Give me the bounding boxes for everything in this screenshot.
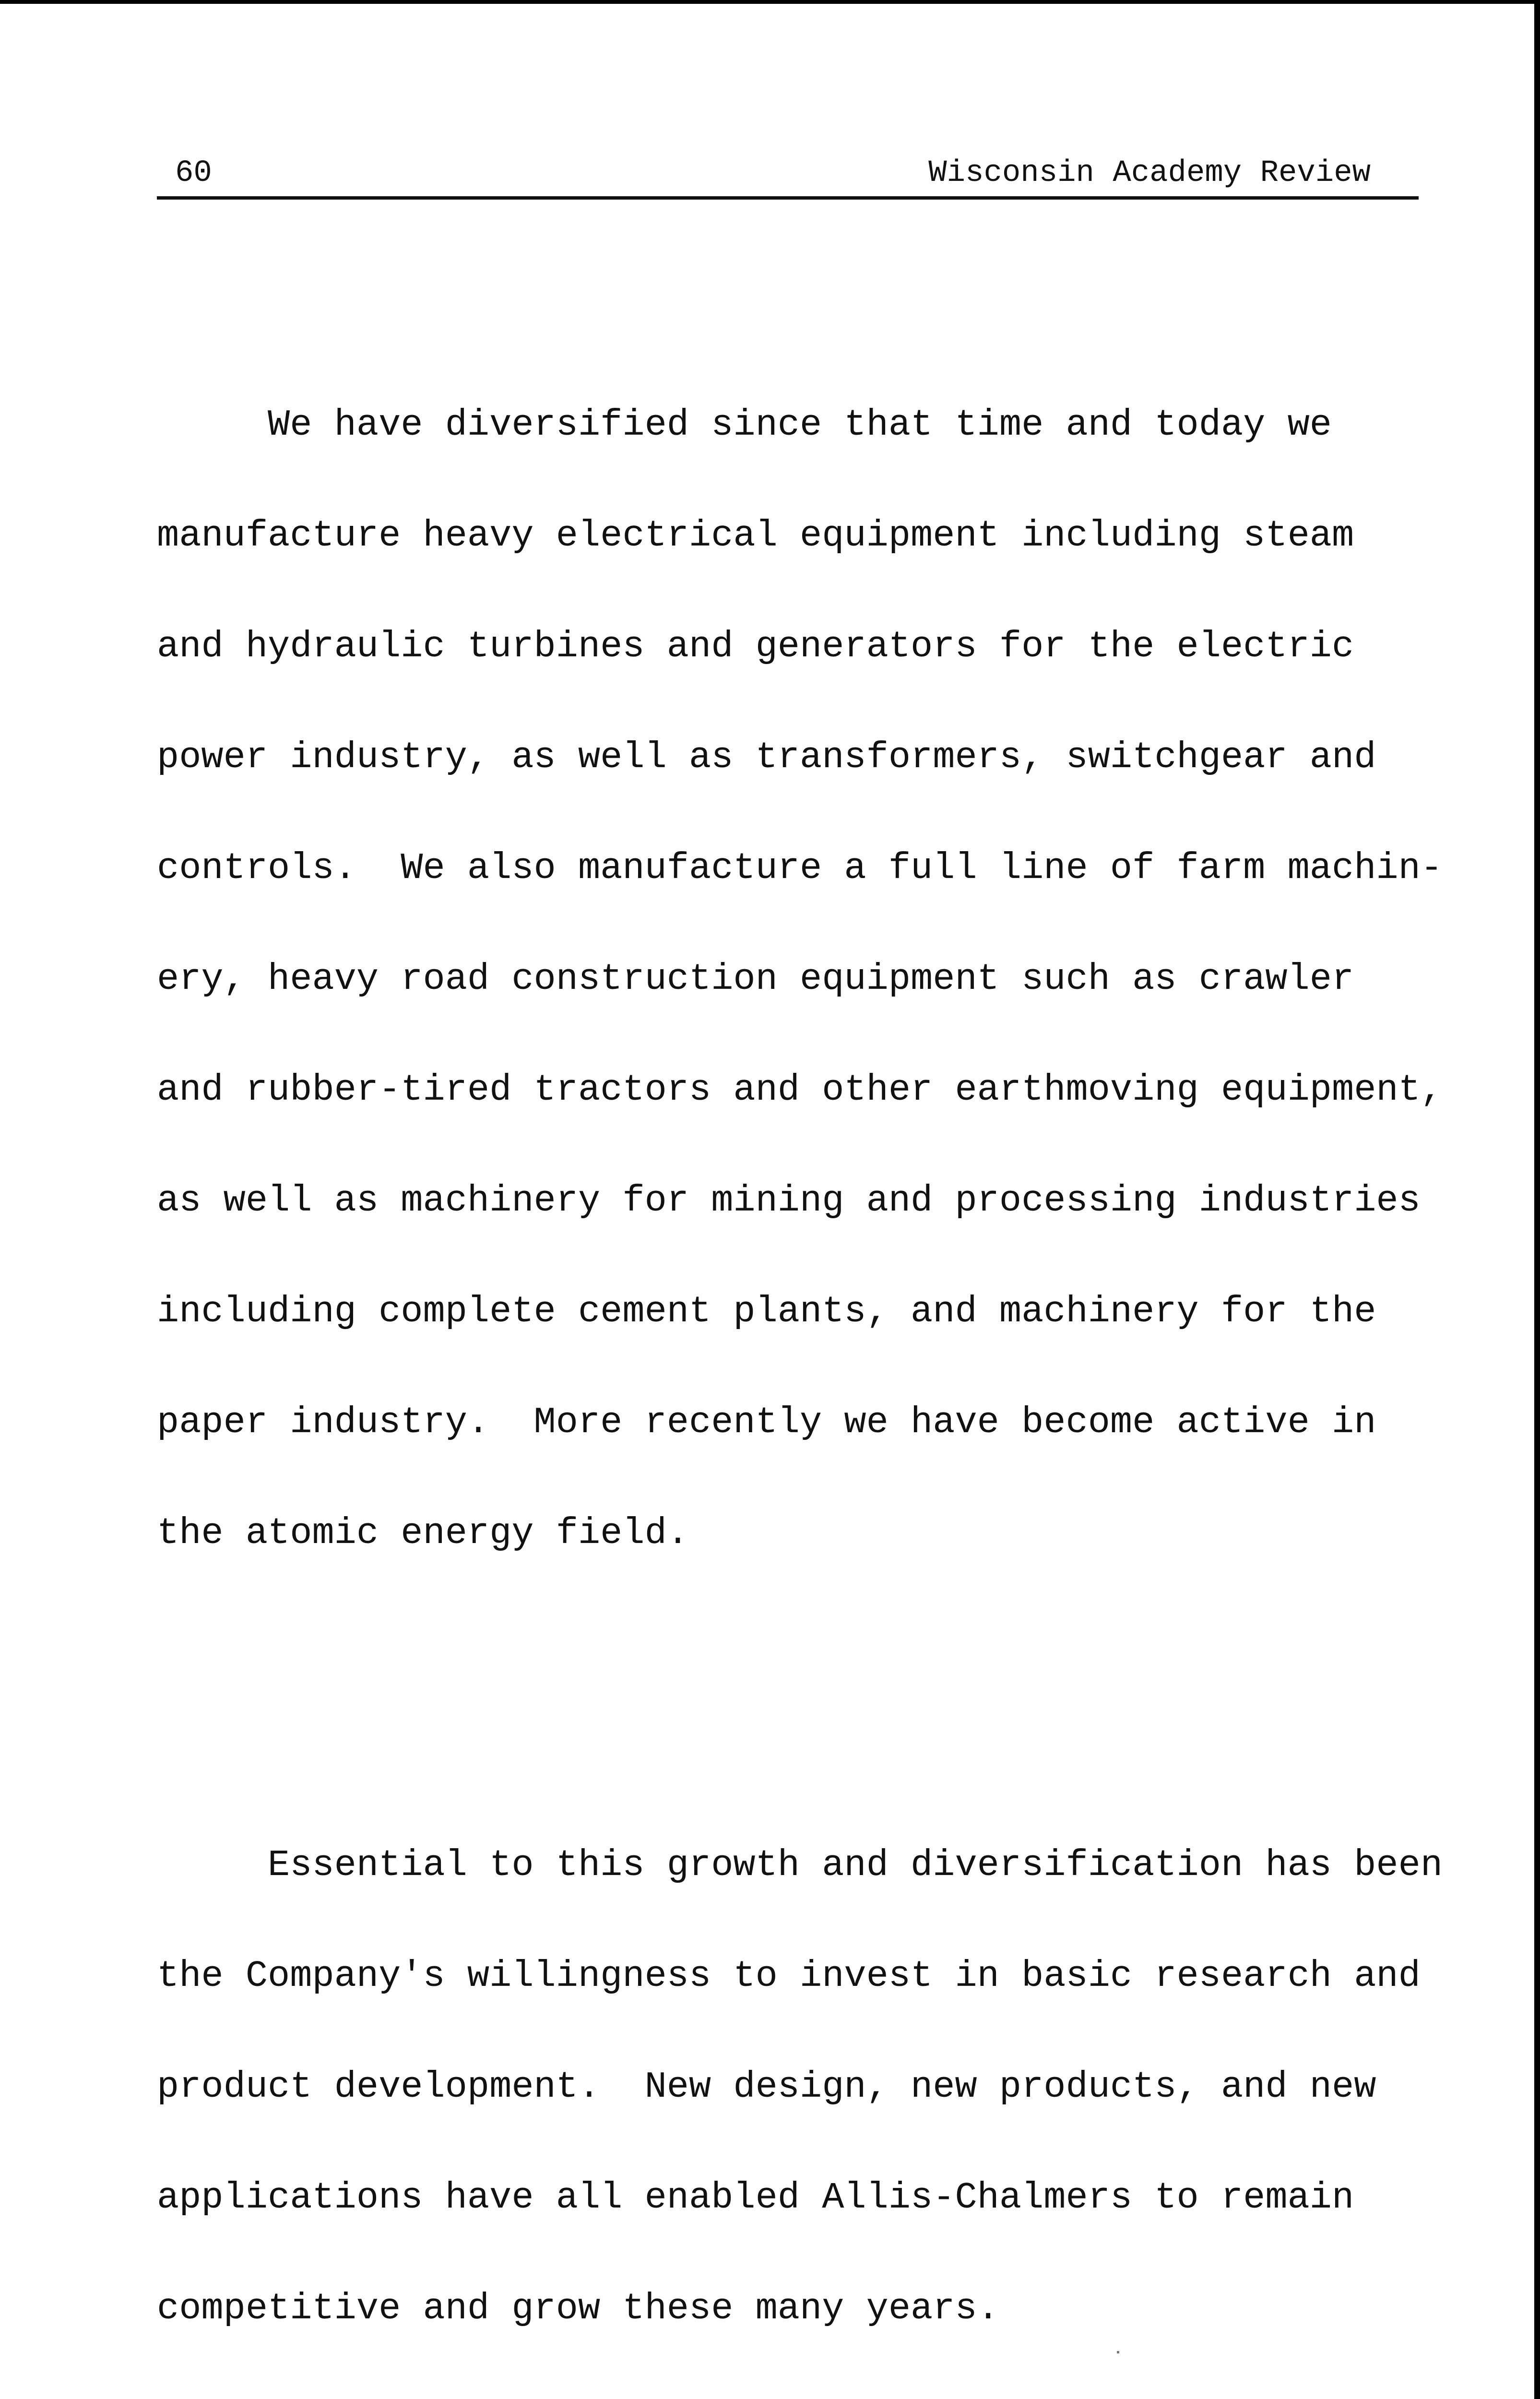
text-line: as well as machinery for mining and processing industries bbox=[157, 1180, 1421, 1222]
text-line: including complete cement plants, and machinery for the bbox=[157, 1291, 1376, 1333]
body-text bbox=[157, 222, 1467, 2399]
text-line: and hydraulic turbines and generators for the electric bbox=[157, 626, 1354, 668]
paragraph-research-investment bbox=[157, 1773, 1467, 2399]
text-line: paper industry. More recently we have become active in bbox=[157, 1402, 1376, 1444]
text-line: power industry, as well as transformers, switchgear and bbox=[157, 737, 1376, 779]
text-line: product development. New design, new products, and new bbox=[157, 2066, 1376, 2108]
paragraph-diversification bbox=[157, 333, 1467, 1626]
text-line: controls. We also manufacture a full line of farm machin- bbox=[157, 848, 1443, 890]
page-number: 60 bbox=[175, 156, 212, 190]
text-line: manufacture heavy electrical equipment including steam bbox=[157, 515, 1354, 557]
page-header bbox=[157, 150, 1419, 200]
text-line: the Company's willingness to invest in basic research and bbox=[157, 1956, 1421, 1997]
text-line: applications have all enabled Allis-Chalmers to remain bbox=[157, 2177, 1354, 2219]
text-line: ery, heavy road construction equipment such as crawler bbox=[157, 959, 1354, 1000]
scan-speck bbox=[1117, 2351, 1119, 2353]
text-line: competitive and grow these many years. bbox=[157, 2288, 999, 2330]
text-line: We have diversified since that time and today we bbox=[157, 404, 1332, 446]
text-line: and rubber-tired tractors and other earthmoving equipment, bbox=[157, 1069, 1443, 1111]
text-line: the atomic energy field. bbox=[157, 1513, 689, 1555]
running-title: Wisconsin Academy Review bbox=[928, 156, 1371, 190]
text-line: Essential to this growth and diversification has been bbox=[157, 1845, 1443, 1887]
